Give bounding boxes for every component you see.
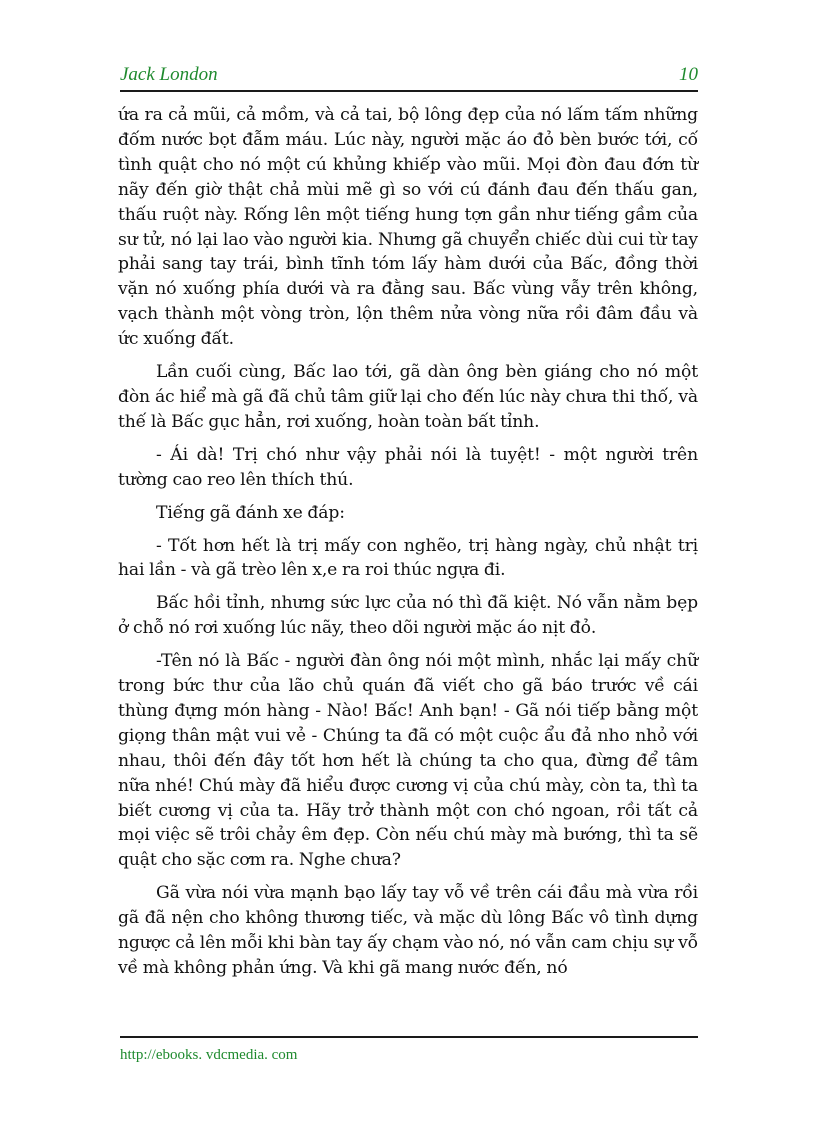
paragraph-3: - Ái dà! Trị chó như vậy phải nói là tuyệt! - một người trên tường cao reo lên thích thú. [118, 444, 698, 490]
paragraph-7: -Tên nó là Bấc - người đàn ông nói một mình, nhắc lại mấy chữ trong bức thư của lão chủ quán đã viết cho gã báo trước về cái thùng đựng món hàng - Nào! Bấc! Anh bạn! - Gã nói tiếp bằng một giọng thân mật vui vẻ - Chúng ta đã có một cuộc ẩu đả nho nhỏ với nhau, thôi đến đây tốt hơn hết là chúng ta cho qua, đừng để tâm nữa nhé! Chú mày đã hiểu được cương vị của chú mày, còn ta, thì ta biết cương vị của ta. Hãy trở thành một con chó ngoan, rồi tất cả mọi việc sẽ trôi chảy êm đẹp. Còn nếu chú mày mà bướng, thì ta sẽ quật cho sặc cơm ra. Nghe chưa? [118, 651, 698, 871]
paragraph-1: ứa ra cả mũi, cả mồm, và cả tai, bộ lông đẹp của nó lấm tấm những đốm nước bọt đẫm máu. Lúc này, người mặc áo đỏ bèn bước tới, cố tình quật cho nó một cú khủng khiếp vào mũi. Mọi đòn đau đớn từ nãy đến giờ thật chả mùi mẽ gì so với cú đánh đau đến thấu gan, thấu ruột này. Rống lên một tiếng hung tợn gần như tiếng gầm của sư tử, nó lại lao vào người kia. Nhưng gã chuyển chiếc dùi cui từ tay phải sang tay trái, bình tĩnh tóm lấy hàm dưới của Bấc, đồng thời vặn nó xuống phía dưới và ra đằng sau. Bấc vùng vẫy trên không, vạch thành một vòng tròn, lộn thêm nửa vòng nữa rồi đâm đầu và ức xuống đất. [118, 105, 698, 350]
page-number: 10 [679, 64, 698, 85]
page-body [118, 103, 698, 989]
page-footer [120, 1036, 698, 1064]
paragraph-4: Tiếng gã đánh xe đáp: [156, 502, 345, 523]
header-author: Jack London [120, 64, 218, 85]
paragraph-2: Lần cuối cùng, Bấc lao tới, gã dàn ông bèn giáng cho nó một đòn ác hiể mà gã đã chủ tâm giữ lại cho đến lúc này chưa thi thố, và thế là Bấc gục hẳn, rơi xuống, hoàn toàn bất tỉnh. [118, 362, 698, 432]
page-header [120, 62, 698, 92]
footer-link[interactable]: http://ebooks. vdcmedia. com [120, 1047, 298, 1063]
paragraph-6: Bấc hồi tỉnh, nhưng sức lực của nó thì đã kiệt. Nó vẫn nằm bẹp ở chỗ nó rơi xuống lúc nãy, theo dõi người mặc áo nịt đỏ. [118, 593, 698, 639]
paragraph-8: Gã vừa nói vừa mạnh bạo lấy tay vỗ về trên cái đầu mà vừa rồi gã đã nện cho không thương tiếc, và mặc dù lông Bấc vô tình dựng ngược cả lên mỗi khi bàn tay ấy chạm vào nó, nó vẫn cam chịu sự vỗ về mà không phản ứng. Và khi gã mang nước đến, nó [118, 883, 698, 978]
paragraph-5: - Tốt hơn hết là trị mấy con nghẽo, trị hàng ngày, chủ nhật trị hai lần - và gã trèo lên x,e ra roi thúc ngựa đi. [118, 535, 698, 581]
